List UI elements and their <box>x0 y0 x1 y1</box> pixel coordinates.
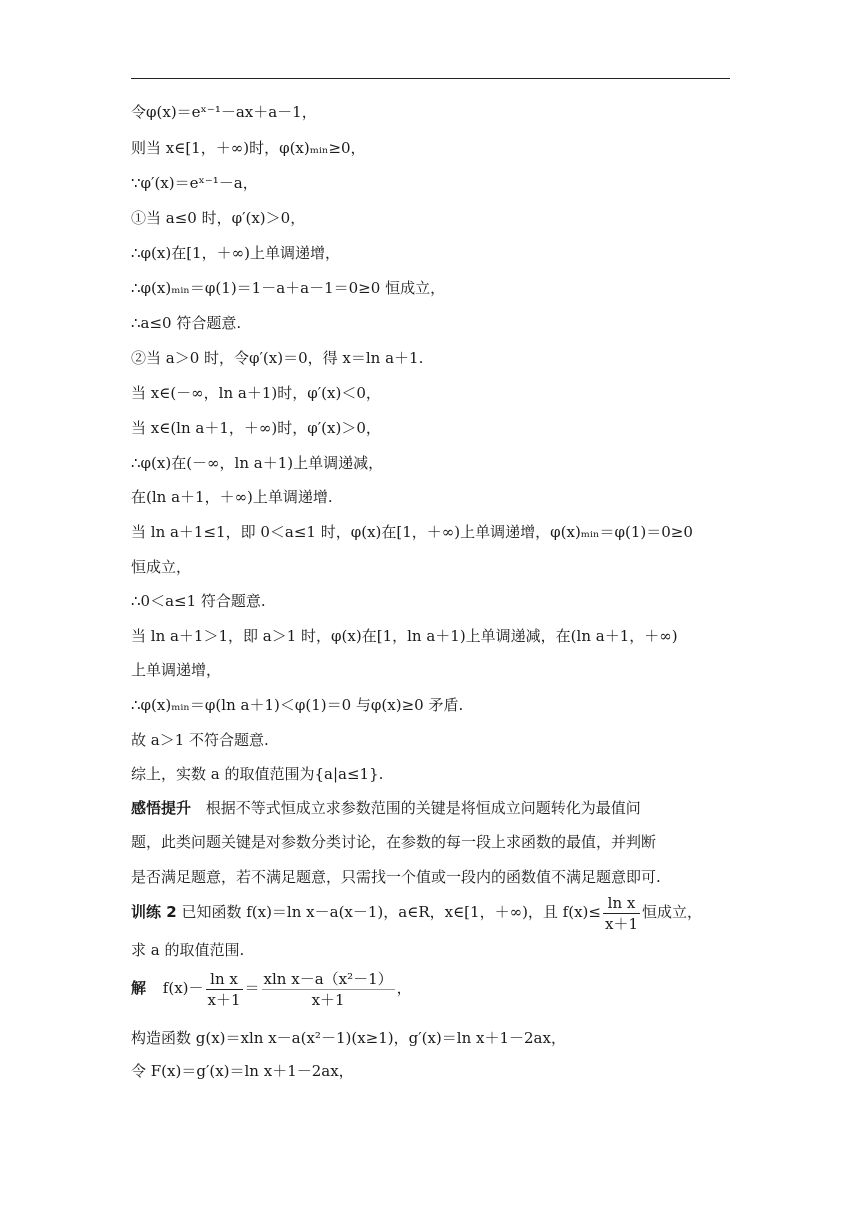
insight-line-2: 题，此类问题关键是对参数分类讨论，在参数的每一段上求函数的最值，并判断 <box>131 833 657 851</box>
exercise-label: 训练 2 <box>131 903 177 921</box>
solution-label: 解 <box>131 979 147 997</box>
fraction-numerator: ln x <box>206 969 243 990</box>
solution-equals: ＝ <box>244 979 260 997</box>
insight-line-1 <box>131 797 731 819</box>
text-line: 当 ln a＋1≤1，即 0＜a≤1 时，φ(x)在[1，＋∞)上单调递增，φ(x)ₘᵢₙ＝φ(1)＝0≥0 <box>131 523 693 541</box>
fraction-numerator: ln x <box>603 893 640 914</box>
solution-fraction-1 <box>206 969 243 1010</box>
text-line: ∴a≤0 符合题意. <box>131 314 242 332</box>
solution-line-2: 构造函数 g(x)＝xln x－a(x²－1)(x≥1)，g′(x)＝ln x＋1－2ax， <box>131 1029 566 1047</box>
text-line: 上单调递增， <box>131 661 222 679</box>
text-line: ∴φ(x)在[1，＋∞)上单调递增， <box>131 244 340 262</box>
text-line: 在(ln a＋1，＋∞)上单调递增. <box>131 488 333 506</box>
exercise-text: 已知函数 f(x)＝ln x－a(x－1)，a∈R，x∈[1，＋∞)，且 f(x)≤ <box>181 903 601 921</box>
fraction-denominator: x＋1 <box>207 990 241 1009</box>
text-line: ①当 a≤0 时，φ′(x)＞0， <box>131 209 306 227</box>
text-line: 则当 x∈[1，＋∞)时，φ(x)ₘᵢₙ≥0， <box>131 139 366 157</box>
text-line: 当 x∈(ln a＋1，＋∞)时，φ′(x)＞0， <box>131 419 381 437</box>
text-line: 当 ln a＋1＞1，即 a＞1 时，φ(x)在[1，ln a＋1)上单调递减，在(ln a＋1，＋∞) <box>131 627 678 645</box>
exercise-fraction <box>603 893 640 934</box>
insight-line-3: 是否满足题意，若不满足题意，只需找一个值或一段内的函数值不满足题意即可. <box>131 868 661 886</box>
insight-label: 感悟提升 <box>131 799 192 817</box>
solution-lhs: f(x)－ <box>162 979 204 997</box>
text-line: ∴φ(x)ₘᵢₙ＝φ(ln a＋1)＜φ(1)＝0 与φ(x)≥0 矛盾. <box>131 696 464 714</box>
solution-fraction-2 <box>262 969 395 1010</box>
text-line: ∴φ(x)在(－∞，ln a＋1)上单调递减， <box>131 454 384 472</box>
exercise-line-1 <box>131 884 731 940</box>
text-line: 当 x∈(－∞，ln a＋1)时，φ′(x)＜0， <box>131 384 381 402</box>
text-line: ∴0＜a≤1 符合题意. <box>131 592 266 610</box>
solution-line-3: 令 F(x)＝g′(x)＝ln x＋1－2ax， <box>131 1062 354 1080</box>
solution-line-1 <box>131 960 731 1016</box>
fraction-denominator: x＋1 <box>604 914 638 933</box>
text-line: 恒成立， <box>131 558 192 576</box>
fraction-denominator: x＋1 <box>311 990 345 1009</box>
insight-text: 根据不等式恒成立求参数范围的关键是将恒成立问题转化为最值问 <box>205 799 641 817</box>
solution-tail: ， <box>396 979 412 997</box>
text-line: 故 a＞1 不符合题意. <box>131 731 269 749</box>
text-line: 令φ(x)＝eˣ⁻¹－ax＋a－1， <box>131 103 317 121</box>
exercise-text-tail: 恒成立， <box>642 903 703 921</box>
text-line: ∵φ′(x)＝eˣ⁻¹－a， <box>131 174 258 192</box>
text-line: 综上，实数 a 的取值范围为{a|a≤1}. <box>131 765 384 783</box>
text-line: ②当 a＞0 时，令φ′(x)＝0，得 x＝ln a＋1. <box>131 349 424 367</box>
header-rule <box>131 78 730 79</box>
exercise-line-2: 求 a 的取值范围. <box>131 941 245 959</box>
text-line: ∴φ(x)ₘᵢₙ＝φ(1)＝1－a＋a－1＝0≥0 恒成立， <box>131 279 446 297</box>
fraction-numerator: xln x－a（x²－1） <box>263 969 393 988</box>
